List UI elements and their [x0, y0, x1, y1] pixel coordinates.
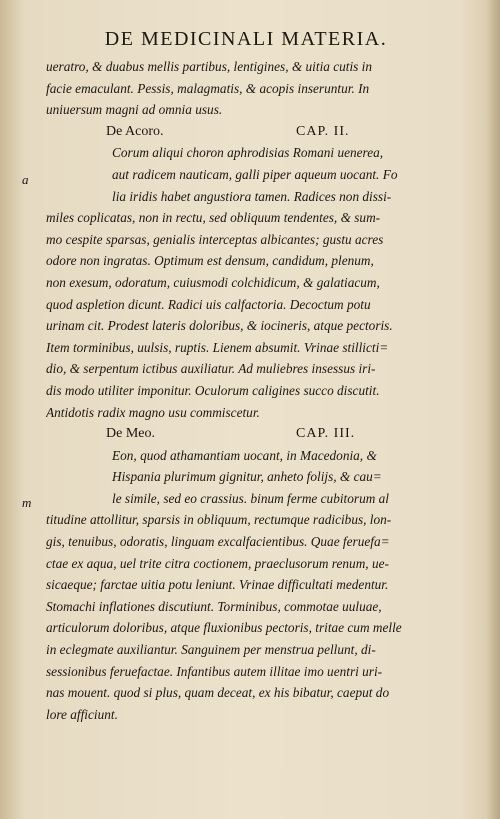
- text-line: dio, & serpentum ictibus auxiliatur. Ad muliebres insessus iri-: [46, 361, 376, 377]
- text-line: articulorum doloribus, atque fluxionibus pectoris, tritae cum melle: [46, 620, 402, 636]
- text-line: le simile, sed eo crassius. binum ferme cubitorum al: [112, 490, 389, 506]
- text-body: [46, 56, 446, 725]
- text-line: sicaeque; farctae uitia potu leniunt. Vrinae difficultati medentur.: [46, 577, 389, 593]
- text-line: mo cespite sparsas, genialis interceptas albicantes; gustu acres: [46, 231, 384, 247]
- text-line: non exesum, odoratum, cuiusmodi colchidicum, & galatiacum,: [46, 274, 380, 290]
- text-line: ueratro, & duabus mellis partibus, lentigines, & uitia cutis in: [46, 59, 373, 74]
- chapter-number: CAP. III.: [296, 426, 356, 442]
- text-line: titudine attollitur, sparsis in obliquum, rectumque radicibus, lon-: [46, 512, 392, 528]
- text-line: Corum aliqui choron aphrodisias Romani uenerea,: [112, 145, 384, 161]
- text-line: sessionibus feruefactae. Infantibus autem illitae imo uentri uri-: [46, 663, 383, 679]
- text-line: miles coplicatas, non in rectu, sed obliquum tendentes, & sum-: [46, 210, 381, 226]
- text-line: quod aspletion dicunt. Radici uis calfactoria. Decoctum potu: [46, 296, 371, 312]
- section-title: De Acoro.: [106, 123, 164, 139]
- text-line: Eon, quod athamantiam uocant, in Macedonia, &: [112, 447, 377, 463]
- marginal-letter-m: m: [22, 495, 32, 510]
- text-line: urinam cit. Prodest lateris doloribus, & iocineris, atque pectoris.: [46, 318, 393, 334]
- text-line: facie emaculant. Pessis, malagmatis, & acopis inseruntur. In: [46, 80, 370, 96]
- text-line: dis modo utiliter imponitur. Oculorum caligines succo discutit.: [46, 382, 380, 398]
- text-line: Item torminibus, uulsis, ruptis. Lienem absumit. Vrinae stillicti=: [46, 339, 389, 355]
- running-head: DE MEDICINALI MATERIA.: [104, 28, 388, 50]
- text-line: uniuersum magni ad omnia usus.: [46, 102, 223, 118]
- text-line: gis, tenuibus, odoratis, linguam excalfacientibus. Quae feruefa=: [46, 534, 390, 550]
- text-line: lia iridis habet angustiora tamen. Radices non dissi-: [112, 188, 392, 204]
- section-heading-meo: [46, 423, 446, 445]
- text-line: Hispania plurimum gignitur, anheto folijs, & cau=: [112, 469, 382, 485]
- text-line: ctae ex aqua, uel trite citra coctionem, praeclusorum renum, ue-: [46, 555, 389, 571]
- text-line: nas mouent. quod si plus, quam deceat, ex his bibatur, caeput do: [46, 685, 390, 701]
- section-heading-acoro: [46, 121, 446, 143]
- page-edge-shadow: [486, 0, 500, 819]
- marginal-letter-a: a: [22, 172, 29, 187]
- text-line: aut radicem nauticam, galli piper aqueum uocant. Fo: [112, 166, 398, 182]
- chapter-number: CAP. II.: [296, 123, 350, 139]
- text-line: lore afficiunt.: [46, 706, 118, 722]
- text-line: Antidotis radix magno usu commiscetur.: [46, 404, 260, 420]
- text-line: odore non ingratas. Optimum est densum, candidum, plenum,: [46, 253, 374, 269]
- section-title: De Meo.: [106, 426, 155, 442]
- text-line: in eclegmate auxiliantur. Sanguinem per menstrua pellunt, di-: [46, 642, 376, 658]
- text-line: Stomachi inflationes discutiunt. Torminibus, commotae uuluae,: [46, 598, 382, 614]
